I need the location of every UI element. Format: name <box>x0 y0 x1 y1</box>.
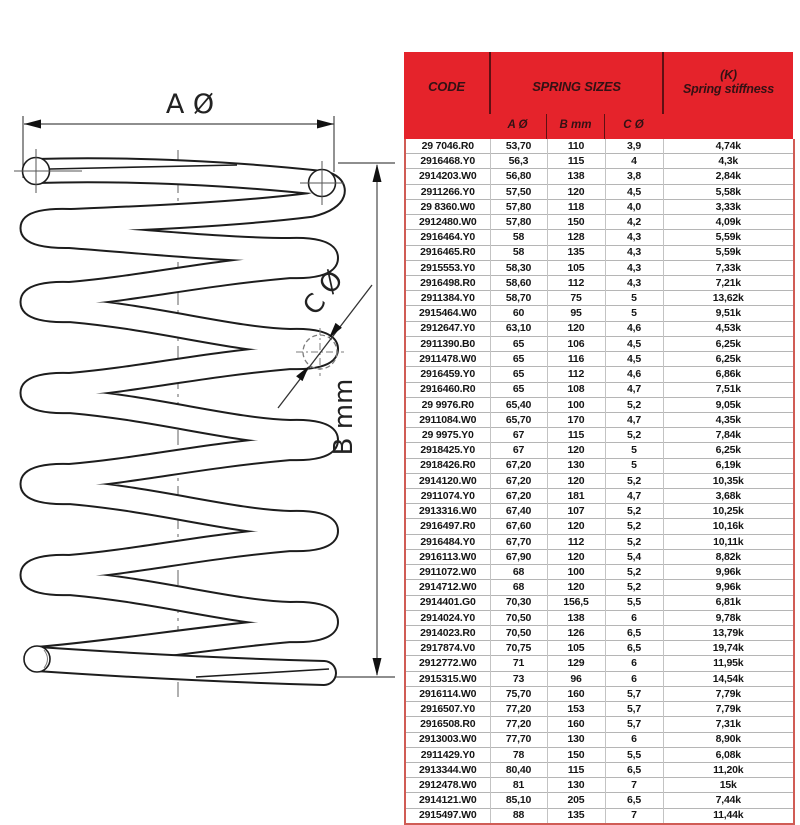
table-cell: 129 <box>547 656 605 671</box>
table-cell: 65 <box>490 352 547 367</box>
table-cell: 4,2 <box>605 215 663 230</box>
table-row <box>405 671 794 686</box>
table-cell: 29 7046.R0 <box>421 139 474 152</box>
table-cell: 6,08k <box>663 747 794 762</box>
table-cell: 6,25k <box>663 352 794 367</box>
table-cell: 85,10 <box>490 793 547 808</box>
table-cell: 13,79k <box>663 626 794 641</box>
table-cell: 67 <box>490 443 547 458</box>
table-cell: 57,50 <box>490 184 547 199</box>
table-cell: 2911390.B0 <box>405 336 490 351</box>
table-cell: 5,59k <box>663 230 794 245</box>
table-row <box>405 762 794 777</box>
table-cell: 2916484.Y0 <box>405 534 490 549</box>
table-cell: 4,09k <box>663 215 794 230</box>
table-cell: 2911266.Y0 <box>405 184 490 199</box>
table-cell: 9,05k <box>663 397 794 412</box>
table-cell: 2916460.R0 <box>405 382 490 397</box>
table-cell: 5 <box>605 291 663 306</box>
table-row <box>405 641 794 656</box>
table-cell: 100 <box>547 397 605 412</box>
table-cell: 53,70 <box>490 139 547 154</box>
table-cell: 4,74k <box>663 139 794 154</box>
table-row <box>405 215 794 230</box>
table-cell: 2914121.W0 <box>405 793 490 808</box>
table-cell: 150 <box>547 215 605 230</box>
table-cell: 170 <box>547 412 605 427</box>
table-row <box>405 732 794 747</box>
table-cell: 67,90 <box>490 549 547 564</box>
table-cell: 88 <box>490 808 547 824</box>
table-cell: 2916498.R0 <box>405 275 490 290</box>
table-cell: 7,31k <box>663 717 794 732</box>
spring-technical-drawing <box>0 0 400 800</box>
table-cell: 2912772.W0 <box>405 656 490 671</box>
table-cell: 5,2 <box>605 534 663 549</box>
table-cell: 115 <box>547 428 605 443</box>
table-cell: 73 <box>490 671 547 686</box>
table-cell: 2916497.R0 <box>405 519 490 534</box>
table-cell: 77,20 <box>490 702 547 717</box>
table-subheader <box>489 114 662 139</box>
table-cell: 65,70 <box>490 412 547 427</box>
table-cell: 4,3 <box>605 245 663 260</box>
table-cell: 58,60 <box>490 275 547 290</box>
table-cell: 10,16k <box>663 519 794 534</box>
table-row <box>405 230 794 245</box>
table-cell: 29 9976.R0 <box>405 397 490 412</box>
table-row <box>405 458 794 473</box>
table-cell: 2916507.Y0 <box>405 702 490 717</box>
table-cell: 2914401.G0 <box>405 595 490 610</box>
table-cell: 2914023.R0 <box>405 626 490 641</box>
table-cell: 14,54k <box>663 671 794 686</box>
table-cell: 5,4 <box>605 549 663 564</box>
table-cell: 2912480.W0 <box>405 215 490 230</box>
table-row <box>405 367 794 382</box>
dim-b-arrow-top <box>373 164 382 182</box>
table-cell: 7,79k <box>663 702 794 717</box>
table-cell: 6,25k <box>663 443 794 458</box>
table-cell: 5,2 <box>605 580 663 595</box>
subheader-b-mm: B mm <box>546 114 604 139</box>
subheader-a-diameter: A Ø <box>507 119 528 131</box>
table-cell: 135 <box>547 245 605 260</box>
table-cell: 5,2 <box>605 519 663 534</box>
table-cell: 56,80 <box>490 169 547 184</box>
table-cell: 57,80 <box>490 199 547 214</box>
table-cell: 67,40 <box>490 504 547 519</box>
table-cell: 2916468.Y0 <box>405 154 490 169</box>
table-row <box>405 199 794 214</box>
table-cell: 4,3 <box>605 260 663 275</box>
table-cell: 7,44k <box>663 793 794 808</box>
table-cell: 29 8360.W0 <box>405 199 490 214</box>
table-cell: 70,30 <box>490 595 547 610</box>
table-cell: 4,5 <box>605 184 663 199</box>
table-row <box>405 504 794 519</box>
table-cell: 7 <box>605 778 663 793</box>
table-cell: 160 <box>547 686 605 701</box>
table-cell: 2916114.W0 <box>405 686 490 701</box>
table-row <box>405 443 794 458</box>
table-cell: 2913003.W0 <box>405 732 490 747</box>
table-cell: 11,44k <box>663 808 794 824</box>
table-cell: 2917874.V0 <box>405 641 490 656</box>
table-row <box>405 656 794 671</box>
table-cell: 5,5 <box>605 747 663 762</box>
table-cell: 160 <box>547 717 605 732</box>
table-row <box>405 428 794 443</box>
table-row <box>405 534 794 549</box>
table-cell: 205 <box>547 793 605 808</box>
table-cell: 3,33k <box>663 199 794 214</box>
table-row <box>405 382 794 397</box>
table-cell: 120 <box>547 443 605 458</box>
table-cell: 156,5 <box>547 595 605 610</box>
subheader-c-diameter: C Ø <box>604 114 662 139</box>
table-cell: 58,70 <box>490 291 547 306</box>
table-row <box>405 184 794 199</box>
header-code: CODE <box>428 79 465 94</box>
table-cell: 2913344.W0 <box>405 762 490 777</box>
table-cell: 67,60 <box>490 519 547 534</box>
table-cell: 58 <box>490 230 547 245</box>
table-cell: 120 <box>547 184 605 199</box>
table-cell: 2911478.W0 <box>405 352 490 367</box>
table-cell: 120 <box>547 321 605 336</box>
table-cell: 2914024.Y0 <box>405 610 490 625</box>
table-row <box>405 793 794 808</box>
table-cell: 65 <box>490 382 547 397</box>
table-cell: 10,25k <box>663 504 794 519</box>
table-cell: 77,70 <box>490 732 547 747</box>
spring-coil <box>33 165 333 677</box>
table-cell: 120 <box>547 580 605 595</box>
table-cell: 105 <box>547 260 605 275</box>
table-cell: 2912478.W0 <box>405 778 490 793</box>
table-cell: 4,6 <box>605 367 663 382</box>
dim-label-b: B mm <box>329 378 359 456</box>
table-cell: 2912647.Y0 <box>405 321 490 336</box>
table-row <box>405 595 794 610</box>
table-cell: 7,84k <box>663 428 794 443</box>
table-row <box>405 717 794 732</box>
table-cell: 2911384.Y0 <box>405 291 490 306</box>
table-cell: 96 <box>547 671 605 686</box>
table-cell: 78 <box>490 747 547 762</box>
table-cell: 9,96k <box>663 565 794 580</box>
table-cell: 7,21k <box>663 275 794 290</box>
table-cell: 120 <box>547 549 605 564</box>
table-row <box>405 808 794 824</box>
table-cell: 67,70 <box>490 534 547 549</box>
table-cell: 6,5 <box>605 762 663 777</box>
table-cell: 5 <box>605 306 663 321</box>
table-cell: 6 <box>605 671 663 686</box>
table-cell: 5,2 <box>605 504 663 519</box>
table-row <box>405 291 794 306</box>
table-cell: 4,6 <box>605 321 663 336</box>
header-stiffness-line1: (K) <box>720 68 737 82</box>
dim-label-c: C Ø <box>297 265 350 321</box>
table-cell: 2916465.R0 <box>405 245 490 260</box>
table-cell: 181 <box>547 489 605 504</box>
table-cell: 4,7 <box>605 489 663 504</box>
table-cell: 120 <box>547 473 605 488</box>
table-cell: 4,3k <box>663 154 794 169</box>
table-cell: 65,40 <box>490 397 547 412</box>
table-cell: 77,20 <box>490 717 547 732</box>
table-cell: 2915553.Y0 <box>405 260 490 275</box>
table-cell: 3,68k <box>663 489 794 504</box>
table-cell: 2916113.W0 <box>405 549 490 564</box>
table-cell: 5 <box>605 443 663 458</box>
table-cell: 8,90k <box>663 732 794 747</box>
table-row <box>405 473 794 488</box>
table-cell: 9,51k <box>663 306 794 321</box>
table-cell: 5,7 <box>605 686 663 701</box>
table-cell: 4,3 <box>605 230 663 245</box>
table-cell: 112 <box>547 367 605 382</box>
table-cell: 2914712.W0 <box>405 580 490 595</box>
table-row <box>405 397 794 412</box>
table-cell: 6,5 <box>605 641 663 656</box>
table-cell: 71 <box>490 656 547 671</box>
table-cell: 65 <box>490 336 547 351</box>
table-cell: 6 <box>605 656 663 671</box>
table-cell: 106 <box>547 336 605 351</box>
table-cell: 108 <box>547 382 605 397</box>
table-cell: 2,84k <box>663 169 794 184</box>
table-row <box>405 336 794 351</box>
table-cell: 5,7 <box>605 702 663 717</box>
table-cell: 2914203.W0 <box>405 169 490 184</box>
dim-b-arrow-bottom <box>373 658 382 676</box>
table-cell: 4,3 <box>605 275 663 290</box>
table-cell: 2915315.W0 <box>405 671 490 686</box>
table-cell: 7,79k <box>663 686 794 701</box>
table-row <box>405 610 794 625</box>
table-cell: 8,82k <box>663 549 794 564</box>
table-row <box>405 626 794 641</box>
table-cell: 105 <box>547 641 605 656</box>
table-row <box>405 154 794 169</box>
table-cell: 2911429.Y0 <box>405 747 490 762</box>
table-row <box>405 686 794 701</box>
table-cell: 68 <box>490 565 547 580</box>
table-cell: 130 <box>547 778 605 793</box>
table-row <box>405 778 794 793</box>
table-cell: 19,74k <box>663 641 794 656</box>
table-cell: 138 <box>547 169 605 184</box>
table-cell: 6,5 <box>605 793 663 808</box>
table-cell: 67,20 <box>490 458 547 473</box>
table-cell: 7 <box>605 808 663 824</box>
table-cell: 6,81k <box>663 595 794 610</box>
table-cell: 118 <box>547 199 605 214</box>
table-cell: 3,9 <box>605 139 663 154</box>
header-stiffness <box>662 52 793 114</box>
table-cell: 5,2 <box>605 397 663 412</box>
table-cell: 120 <box>547 519 605 534</box>
spring-spec-table <box>404 52 793 825</box>
table-cell: 5,5 <box>605 595 663 610</box>
table-cell: 5,2 <box>605 473 663 488</box>
table-cell: 5,58k <box>663 184 794 199</box>
table-cell: 29 9975.Y0 <box>405 428 490 443</box>
table-cell: 5,7 <box>605 717 663 732</box>
table-cell: 10,35k <box>663 473 794 488</box>
table-cell: 13,62k <box>663 291 794 306</box>
table-cell: 70,50 <box>490 626 547 641</box>
table-row <box>405 306 794 321</box>
table-cell: 116 <box>547 352 605 367</box>
table-cell: 5 <box>605 458 663 473</box>
table-cell: 6,25k <box>663 336 794 351</box>
table-cell: 2918426.R0 <box>405 458 490 473</box>
table-cell: 63,10 <box>490 321 547 336</box>
table-cell: 2915497.W0 <box>405 808 490 824</box>
table-cell: 115 <box>547 762 605 777</box>
table-cell: 7,51k <box>663 382 794 397</box>
table-cell: 65 <box>490 367 547 382</box>
table-cell: 6,86k <box>663 367 794 382</box>
table-row <box>405 139 794 154</box>
dim-label-a: A Ø <box>165 89 215 120</box>
table-header <box>404 52 793 139</box>
table-row <box>405 747 794 762</box>
table-cell: 2916459.Y0 <box>405 367 490 382</box>
table-cell: 67,20 <box>490 473 547 488</box>
table-cell: 2911072.W0 <box>405 565 490 580</box>
table-cell: 2911074.Y0 <box>405 489 490 504</box>
table-cell: 11,95k <box>663 656 794 671</box>
table-row <box>405 565 794 580</box>
table-cell: 4,7 <box>605 412 663 427</box>
table-cell: 2913316.W0 <box>405 504 490 519</box>
table-cell: 2918425.Y0 <box>405 443 490 458</box>
table-cell: 2916508.R0 <box>405 717 490 732</box>
table-cell: 130 <box>547 732 605 747</box>
table-row <box>405 321 794 336</box>
table-cell: 2914120.W0 <box>405 473 490 488</box>
table-cell: 60 <box>490 306 547 321</box>
table-cell: 58 <box>490 245 547 260</box>
table-cell: 153 <box>547 702 605 717</box>
table-row <box>405 412 794 427</box>
table-cell: 67 <box>490 428 547 443</box>
table-cell: 10,11k <box>663 534 794 549</box>
table-cell: 70,75 <box>490 641 547 656</box>
table-cell: 81 <box>490 778 547 793</box>
table-cell: 57,80 <box>490 215 547 230</box>
table-cell: 9,96k <box>663 580 794 595</box>
table-cell: 6 <box>605 610 663 625</box>
table-cell: 75,70 <box>490 686 547 701</box>
table-cell: 58,30 <box>490 260 547 275</box>
table-cell: 115 <box>547 154 605 169</box>
header-spring-sizes: SPRING SIZES <box>489 52 662 114</box>
table-cell: 67,20 <box>490 489 547 504</box>
table-cell: 68 <box>490 580 547 595</box>
table-cell: 100 <box>547 565 605 580</box>
table-cell: 3,8 <box>605 169 663 184</box>
table-row <box>405 245 794 260</box>
header-stiffness-line2: Spring stiffness <box>682 82 775 96</box>
table-row <box>405 489 794 504</box>
table-cell: 95 <box>547 306 605 321</box>
table-cell: 5,59k <box>663 245 794 260</box>
table-row <box>405 352 794 367</box>
table-cell: 128 <box>547 230 605 245</box>
spec-table-body <box>404 139 795 825</box>
table-cell: 6,19k <box>663 458 794 473</box>
table-cell: 75 <box>547 291 605 306</box>
table-cell: 6,5 <box>605 626 663 641</box>
table-cell: 112 <box>547 534 605 549</box>
table-cell: 5,2 <box>605 428 663 443</box>
table-cell: 135 <box>547 808 605 824</box>
table-cell: 4 <box>605 154 663 169</box>
table-cell: 2911084.W0 <box>405 412 490 427</box>
table-cell: 15k <box>663 778 794 793</box>
table-cell: 11,20k <box>663 762 794 777</box>
table-cell: 138 <box>547 610 605 625</box>
table-cell: 126 <box>547 626 605 641</box>
table-cell: 4,53k <box>663 321 794 336</box>
table-cell: 6 <box>605 732 663 747</box>
dim-a-arrow-left <box>24 120 41 129</box>
table-row <box>405 702 794 717</box>
table-cell: 4,7 <box>605 382 663 397</box>
dim-a-arrow-right <box>317 120 334 129</box>
table-cell: 5,2 <box>605 565 663 580</box>
table-cell: 4,5 <box>605 352 663 367</box>
table-cell: 9,78k <box>663 610 794 625</box>
table-row <box>405 169 794 184</box>
table-cell: 130 <box>547 458 605 473</box>
table-row <box>405 549 794 564</box>
table-cell: 4,0 <box>605 199 663 214</box>
table-cell: 107 <box>547 504 605 519</box>
table-row <box>405 580 794 595</box>
table-cell: 7,33k <box>663 260 794 275</box>
table-cell: 80,40 <box>490 762 547 777</box>
table-cell: 112 <box>547 275 605 290</box>
table-cell: 70,50 <box>490 610 547 625</box>
table-cell: 150 <box>547 747 605 762</box>
table-cell: 4,5 <box>605 336 663 351</box>
table-row <box>405 260 794 275</box>
table-cell: 2915464.W0 <box>405 306 490 321</box>
table-cell: 4,35k <box>663 412 794 427</box>
table-row <box>405 519 794 534</box>
table-row <box>405 275 794 290</box>
table-cell: 2916464.Y0 <box>405 230 490 245</box>
table-cell: 56,3 <box>490 154 547 169</box>
table-cell: 110 <box>547 139 605 154</box>
